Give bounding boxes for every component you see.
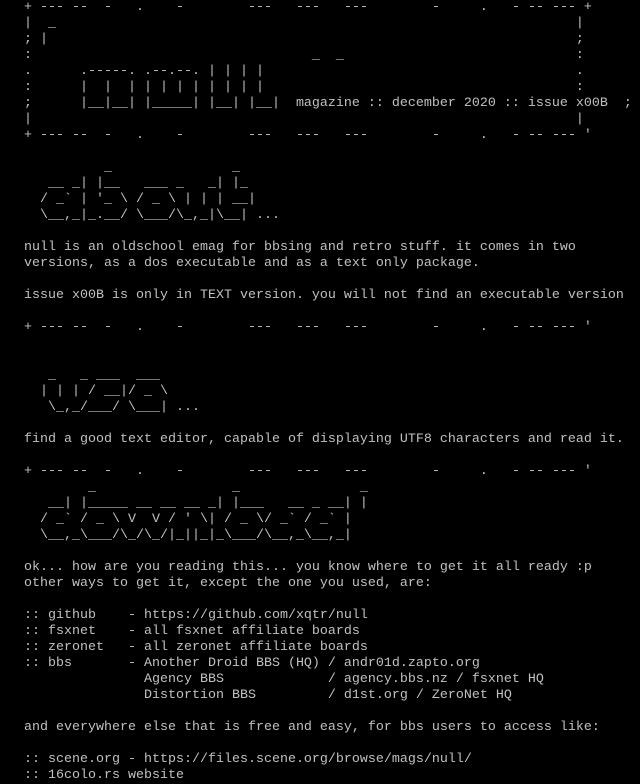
- download-source-bbs: Distortion BBS / d1st.org / ZeroNet HQ: [24, 688, 512, 703]
- header-box-line: | _ |: [24, 16, 584, 31]
- about-paragraph: versions, as a dos executable and as a text only package.: [24, 256, 480, 271]
- about-paragraph: issue x00B is only in TEXT version. you will not find an executable version: [24, 288, 624, 303]
- download-paragraph: ok... how are you reading this... you know where to get it all ready :p: [24, 560, 592, 575]
- about-heading-art: / _` | '_ \ / _ \ | | | __|: [24, 192, 256, 207]
- blank-line: [24, 544, 640, 560]
- blank-line: [24, 704, 640, 720]
- about-heading-art: \__,_|_.__/ \___/\_,_|\__| ...: [24, 208, 280, 223]
- download-heading-art: _ _ _: [24, 480, 368, 495]
- download-source-bbs: :: bbs - Another Droid BBS (HQ) / andr01d.zapto.org: [24, 656, 480, 671]
- header-box-line: ; | ;: [24, 32, 584, 47]
- blank-line: [24, 224, 640, 240]
- issue-info-line: ; |__|__| |_____| |__| |__| magazine :: december 2020 :: issue x00B ;: [24, 96, 632, 111]
- null-logo-line: : _ _ :: [24, 48, 584, 63]
- section-divider: + --- -- - . - --- --- --- - . - -- --- ': [24, 464, 592, 479]
- blank-line: [24, 336, 640, 352]
- download-source-16colors: :: 16colo.rs website: [24, 768, 184, 783]
- download-heading-art: / _` / _ \ V V / ' \| / _ \/ _` / _` |: [24, 512, 352, 527]
- use-heading-art: \_,_/___/ \___| ...: [24, 400, 200, 415]
- section-divider: + --- -- - . - --- --- --- - . - -- --- ': [24, 320, 592, 335]
- blank-line: [24, 448, 640, 464]
- download-source-zeronet: :: zeronet - all zeronet affiliate boards: [24, 640, 368, 655]
- download-source-fsxnet: :: fsxnet - all fsxnet affiliate boards: [24, 624, 360, 639]
- blank-line: [24, 272, 640, 288]
- download-paragraph: other ways to get it, except the one you used, are:: [24, 576, 432, 591]
- blank-line: [24, 352, 640, 368]
- blank-line: [24, 304, 640, 320]
- use-heading-art: | | | / __|/ _ \: [24, 384, 168, 399]
- download-paragraph: and everywhere else that is free and easy, for bbs users to access like:: [24, 720, 600, 735]
- download-source-github: :: github - https://github.com/xqtr/null: [24, 608, 368, 623]
- header-border-top: + --- -- - . - --- --- --- - . - -- --- +: [24, 0, 592, 15]
- download-source-bbs: Agency BBS / agency.bbs.nz / fsxnet HQ: [24, 672, 544, 687]
- download-heading-art: __| |_____ __ __ __ _| |___ __ _ __| |: [24, 496, 368, 511]
- blank-line: [24, 736, 640, 752]
- about-heading-art: __ _| |__ ___ _ _| |_: [24, 176, 248, 191]
- header-box-line: | |: [24, 112, 584, 127]
- about-paragraph: null is an oldschool emag for bbsing and retro stuff. it comes in two: [24, 240, 576, 255]
- blank-line: [24, 144, 640, 160]
- blank-line: [24, 592, 640, 608]
- null-logo-line: . .-----. .--.--. | | | | .: [24, 64, 584, 79]
- section-divider: + --- -- - . - --- --- --- - . - -- --- ': [24, 128, 592, 143]
- download-heading-art: \__,_\___/\_/\_/|_||_|_\___/\__,_\__,_|: [24, 528, 352, 543]
- text-viewer-screen[interactable]: [24, 0, 640, 783]
- use-heading-art: _ _ ___ ___: [24, 368, 160, 383]
- use-paragraph: find a good text editor, capable of displaying UTF8 characters and read it.: [24, 432, 624, 447]
- about-heading-art: _ _: [24, 160, 240, 175]
- blank-line: [24, 416, 640, 432]
- null-logo-line: : | | | | | | | | | | | :: [24, 80, 584, 95]
- download-source-scene-org: :: scene.org - https://files.scene.org/browse/mags/null/: [24, 752, 472, 767]
